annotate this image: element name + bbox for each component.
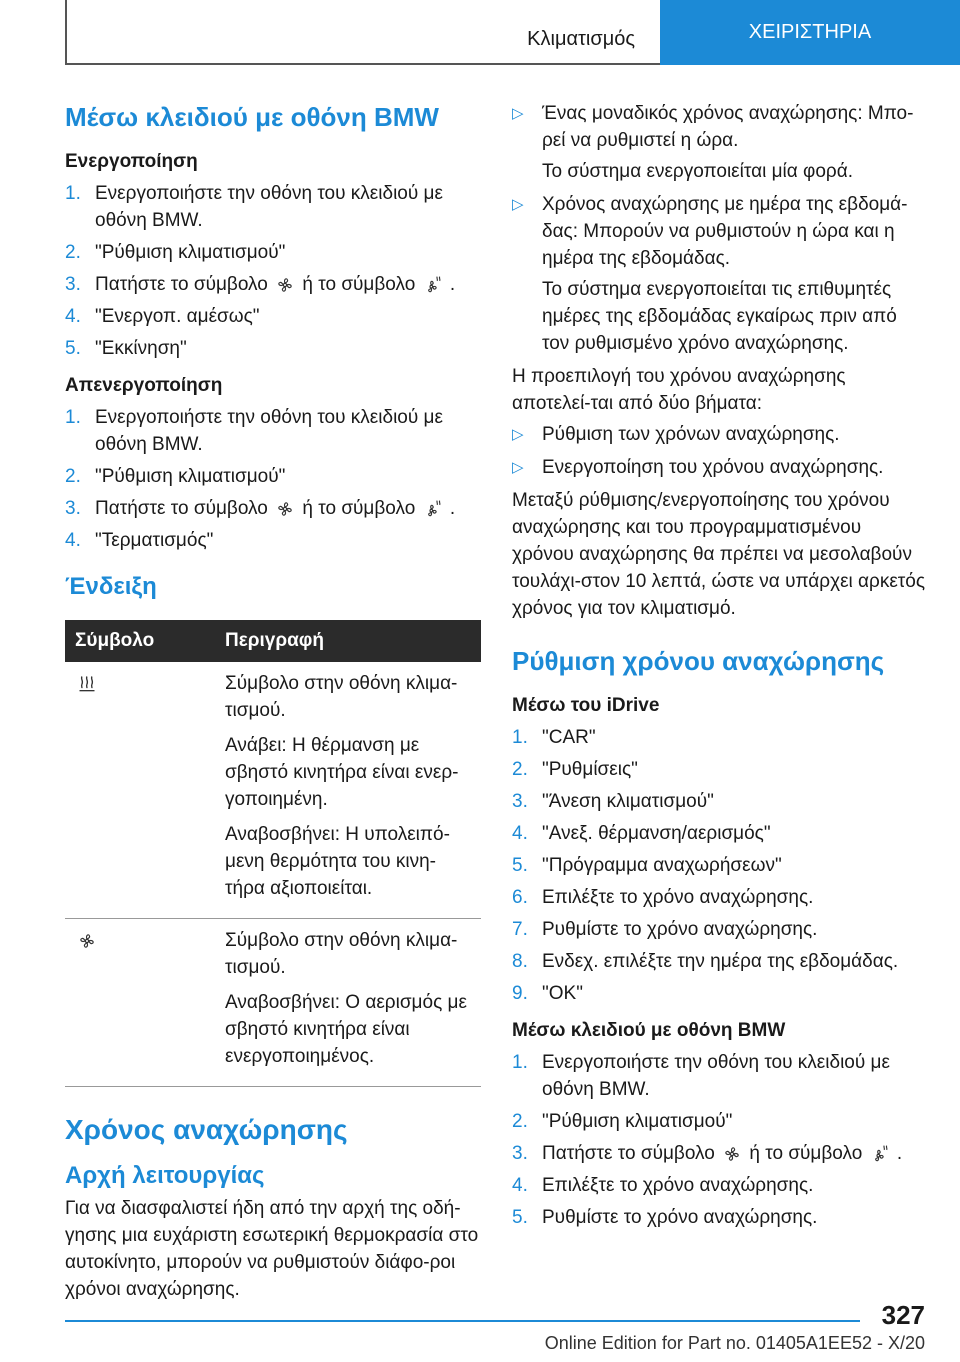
list-item: 6. Επιλέξτε το χρόνο αναχώρησης.: [512, 887, 814, 908]
idrive-steps: [512, 724, 928, 1007]
list-item: 8. Ενδεχ. επιλέξτε την ημέρα της εβδομάδας.: [512, 951, 899, 972]
list-item: 7. Ρυθμίστε το χρόνο αναχώρησης.: [512, 919, 818, 940]
footer-rule: [65, 1320, 860, 1322]
indication-title: Ένδειξη: [65, 573, 157, 600]
list-item: 5. "Εκκίνηση": [65, 338, 187, 359]
activation-steps: [65, 180, 481, 362]
table-header: Περιγραφή: [215, 620, 481, 662]
header-rule: [65, 63, 660, 65]
deactivation-title: Απενεργοποίηση: [65, 375, 223, 396]
list-item: 4. "Ανεξ. θέρμανση/αερισμός": [512, 823, 771, 844]
list-item: 1. Ενεργοποιήστε την οθόνη του κλειδιού με οθόνη BMW.: [65, 183, 443, 231]
right-column: [512, 100, 928, 1239]
list-item: 4. "Ενεργοπ. αμέσως": [65, 306, 260, 327]
list-item: ▷ Ρύθμιση των χρόνων αναχώρησης.: [512, 424, 840, 445]
header-rule-vertical: [65, 0, 67, 63]
list-item: 3. Πατήστε το σύμβολο ή το σύμβολο .: [65, 498, 456, 519]
key-title-right: Μέσω κλειδιού με οθόνη BMW: [512, 1020, 786, 1041]
list-item: 3. Πατήστε το σύμβολο ή το σύμβολο .: [512, 1143, 903, 1164]
list-item: ▷ Ένας μοναδικός χρόνος αναχώρησης: Μπο-ρεί να ρυθμιστεί η ώρα. Το σύστημα ενεργοποιείται μία φορά.: [512, 103, 914, 182]
list-item: 5. "Πρόγραμμα αναχωρήσεων": [512, 855, 782, 876]
left-column: [65, 100, 481, 1307]
fan-heat-icon: [421, 275, 445, 295]
principle-title: Αρχή λειτουργίας: [65, 1162, 265, 1189]
list-item: 1. Ενεργοποιήστε την οθόνη του κλειδιού με οθόνη BMW.: [65, 407, 443, 455]
set-departure-title: Ρύθμιση χρόνου αναχώρησης: [512, 646, 885, 676]
table-row: Σύμβολο στην οθόνη κλιμα-τισμού. Ανάβει: Η θέρμανση με σβηστό κινητήρα είναι ενερ-γοποιημένη. Αναβοσβήνει: Η υπολειπό-μενη θερμότητα του κινη-τήρα αξιοποιείται.: [65, 662, 481, 919]
departure-types: [512, 100, 928, 357]
list-item: 2. "Ρύθμιση κλιματισμού": [512, 1111, 733, 1132]
list-item: 3. Πατήστε το σύμβολο ή το σύμβολο .: [65, 274, 456, 295]
fan-icon: [273, 499, 297, 519]
activation-title: Ενεργοποίηση: [65, 151, 198, 172]
idrive-title: Μέσω του iDrive: [512, 695, 660, 716]
list-item: 9. "OK": [512, 983, 583, 1004]
fan-icon: [75, 931, 99, 951]
footer-edition: Online Edition for Part no. 01405A1EE52 - X/20: [544, 1333, 925, 1353]
between-text: Μεταξύ ρύθμισης/ενεργοποίησης του χρόνου αναχώρησης και του προγραμματισμένου χρόνου αναχώρησης θα πρέπει να μεσολαβούν τουλάχι-στον 10 λεπτά, ώστε να υπάρχει αρκετός χρόνος για τον κλιματισμό.: [512, 490, 926, 619]
list-item: ▷ Ενεργοποίηση του χρόνου αναχώρησης.: [512, 457, 884, 478]
list-item: 2. "Ρύθμιση κλιματισμού": [65, 466, 286, 487]
list-item: 1. Ενεργοποιήστε την οθόνη του κλειδιού με οθόνη BMW.: [512, 1052, 890, 1100]
deactivation-steps: [65, 404, 481, 554]
list-item: 4. "Τερματισμός": [65, 530, 214, 551]
list-item: 3. "Άνεση κλιματισμού": [512, 791, 714, 812]
page-number: 327: [881, 1300, 925, 1330]
chapter-tab[interactable]: ΧΕΙΡΙΣΤΗΡΙΑ: [660, 0, 960, 65]
list-item: 2. "Ρύθμιση κλιματισμού": [65, 242, 286, 263]
table-header: Σύμβολο: [65, 620, 215, 662]
key-section-title: Μέσω κλειδιού με οθόνη BMW: [65, 102, 439, 132]
table-row: Σύμβολο στην οθόνη κλιμα-τισμού. Αναβοσβήνει: Ο αερισμός με σβηστό κινητήρα είναι ενεργοποιημένος.: [65, 919, 481, 1087]
list-item: 1. "CAR": [512, 727, 596, 748]
principle-text: Για να διασφαλιστεί ήδη από την αρχή της οδή-γησης μια ευχάριστη εσωτερική θερμοκρασία στο αυτοκίνητο, μπορούν να ρυθμιστούν διάφο-ροι χρόνοι αναχώρησης.: [65, 1198, 479, 1300]
default-text: Η προεπιλογή του χρόνου αναχώρησης αποτελεί-ται από δύο βήματα:: [512, 366, 846, 414]
fan-heat-icon: [421, 499, 445, 519]
section-title: Κλιματισμός: [527, 28, 635, 50]
fan-heat-icon: [868, 1144, 892, 1164]
list-item: 5. Ρυθμίστε το χρόνο αναχώρησης.: [512, 1207, 818, 1228]
fan-icon: [720, 1144, 744, 1164]
list-item: 2. "Ρυθμίσεις": [512, 759, 638, 780]
symbol-table: [65, 620, 481, 1087]
default-steps: [512, 421, 928, 481]
list-item: ▷ Χρόνος αναχώρησης με ημέρα της εβδομά-δας: Μπορούν να ρυθμιστούν η ώρα και η ημέρα της εβδομάδας. Το σύστημα ενεργοποιείται τις επιθυμητές ημέρες της εβδομάδας εγκαίρως πριν από τον ρυθμισμένο χρόνο αναχώρησης.: [512, 194, 908, 354]
fan-icon: [273, 275, 297, 295]
key-steps: [512, 1049, 928, 1231]
heating-icon: [75, 674, 99, 694]
departure-time-title: Χρόνος αναχώρησης: [65, 1114, 348, 1145]
list-item: 4. Επιλέξτε το χρόνο αναχώρησης.: [512, 1175, 814, 1196]
